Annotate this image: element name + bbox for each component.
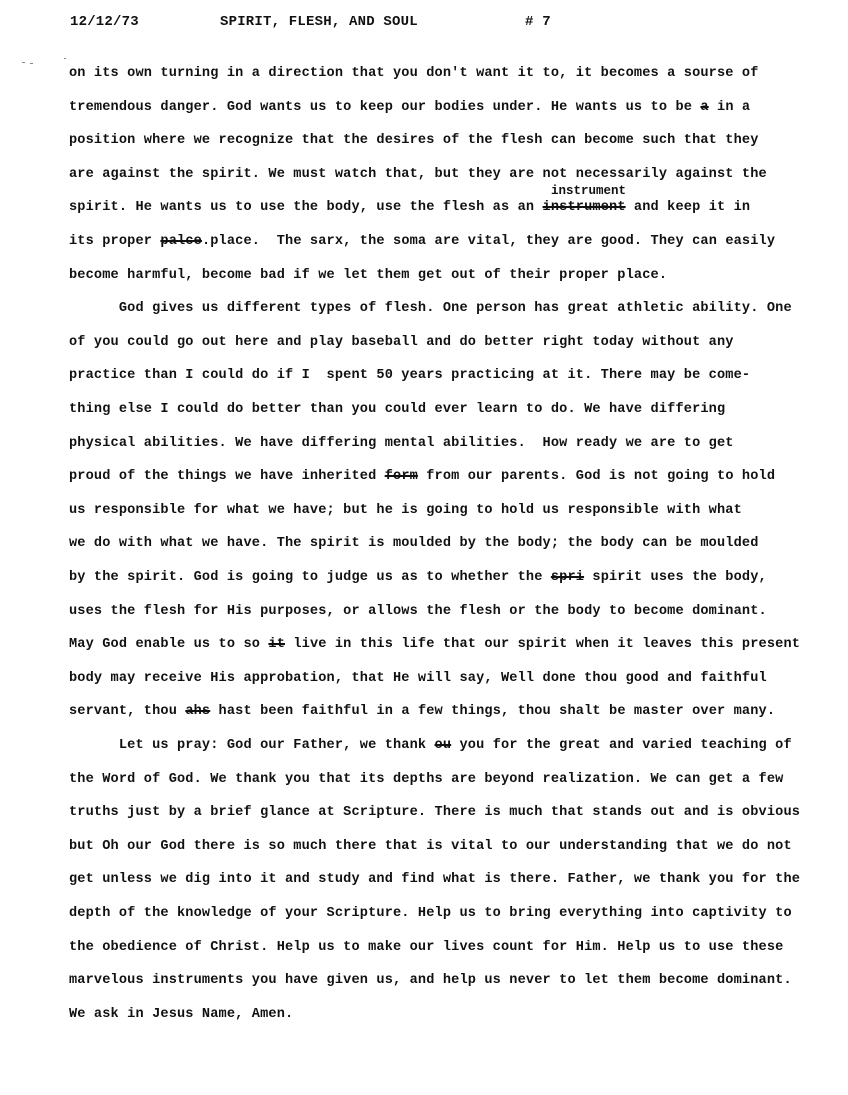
struck-out-text: spri — [550, 570, 585, 585]
line-text: uses the flesh for His purposes, or allows the flesh or the body to become dominant. — [69, 603, 767, 619]
handwritten-insertion: instrument — [551, 184, 627, 198]
line-text: truths just by a brief glance at Scripture. There is much that stands out and is obvious — [69, 805, 801, 821]
struck-out-text: it — [268, 637, 286, 653]
text-line — [69, 66, 759, 81]
text-line — [69, 906, 792, 921]
text-line — [69, 469, 775, 484]
line-text: but Oh our God there is so much there that is vital to our understanding that we do not — [69, 838, 792, 854]
text-line — [69, 536, 759, 551]
line-text: tremendous danger. God wants us to keep our bodies under. He wants us to be — [69, 99, 701, 115]
struck-out-text: a — [700, 99, 709, 115]
text-line — [69, 436, 734, 451]
line-text: you for the great and varied teaching of — [451, 738, 792, 753]
line-text: of you could go out here and play baseball and do better right today without any — [69, 334, 734, 350]
text-line — [69, 268, 667, 283]
line-text: body may receive His approbation, that He will say, Well done thou good and faithful — [69, 670, 767, 686]
line-text: .place. The sarx, the soma are vital, they are good. They can easily — [201, 234, 776, 249]
text-line — [69, 100, 750, 115]
line-text: on its own turning in a direction that you don't want it to, it becomes a sourse of — [69, 66, 759, 81]
margin-speck — [64, 58, 66, 59]
line-text: God gives us different types of flesh. One person has great athletic ability. One — [69, 301, 792, 317]
margin-speck — [22, 62, 25, 63]
text-line — [69, 368, 750, 383]
line-text: the Word of God. We thank you that its depths are beyond realization. We can get a few — [69, 771, 784, 787]
text-line — [69, 133, 759, 148]
text-line — [69, 839, 792, 854]
line-text: Let us pray: God our Father, we thank — [69, 738, 435, 753]
margin-speck — [30, 63, 33, 64]
text-line — [69, 738, 792, 753]
text-line — [69, 671, 767, 686]
struck-out-text: palce — [160, 234, 202, 249]
line-text: the obedience of Christ. Help us to make our lives count for Him. Help us to use these — [69, 939, 784, 955]
line-text: We ask in Jesus Name, Amen. — [69, 1006, 294, 1022]
line-text: spirit. He wants us to use the body, use the flesh as an — [69, 200, 543, 216]
line-text: us responsible for what we have; but he is going to hold us responsible with what — [69, 502, 742, 518]
line-text: in a — [708, 99, 751, 115]
text-line — [69, 402, 725, 417]
text-line — [69, 704, 775, 719]
line-text: servant, thou — [69, 704, 186, 720]
line-text: and keep it in — [625, 200, 751, 216]
header-page-number: # 7 — [525, 14, 551, 30]
line-text: from our parents. God is not going to hold — [417, 469, 776, 485]
text-line — [69, 335, 734, 350]
text-line — [69, 570, 767, 585]
line-text: position where we recognize that the desires of the flesh can become such that they — [69, 133, 759, 149]
text-line — [69, 872, 800, 887]
line-text: depth of the knowledge of your Scripture. Help us to bring everything into captivity to — [69, 906, 792, 921]
line-text: its proper — [69, 234, 161, 249]
page-header — [70, 14, 790, 36]
line-text: physical abilities. We have differing mental abilities. How ready we are to get — [69, 435, 734, 451]
text-line — [69, 604, 767, 619]
line-text: practice than I could do if I spent 50 years practicing at it. There may be come- — [69, 368, 751, 384]
line-text: become harmful, become bad if we let them get out of their proper place. — [69, 267, 668, 283]
line-text: spirit uses the body, — [584, 570, 767, 585]
text-line — [69, 805, 800, 820]
line-text: marvelous instruments you have given us, and help us never to let them become dominant. — [69, 973, 792, 989]
line-text: May God enable us to so — [69, 637, 269, 653]
line-text: we do with what we have. The spirit is moulded by the body; the body can be moulded — [69, 536, 759, 552]
header-title: SPIRIT, FLESH, AND SOUL — [220, 14, 418, 30]
line-text: proud of the things we have inherited — [69, 469, 385, 485]
line-text: get unless we dig into it and study and find what is there. Father, we thank you for the — [69, 872, 801, 888]
line-text: hast been faithful in a few things, thou shalt be master over many. — [210, 704, 776, 720]
text-line — [69, 503, 742, 518]
text-line — [69, 167, 767, 182]
struck-out-text: instrument — [542, 200, 626, 216]
line-text: thing else I could do better than you could ever learn to do. We have differing — [69, 402, 726, 417]
text-line — [69, 973, 792, 988]
header-date: 12/12/73 — [70, 14, 139, 30]
text-line — [69, 234, 775, 249]
struck-out-text: ahs — [185, 704, 211, 720]
text-line — [69, 1007, 293, 1022]
struck-out-text: ou — [434, 738, 452, 753]
text-line — [69, 301, 792, 316]
text-line — [69, 637, 800, 652]
line-text: live in this life that our spirit when it leaves this present — [285, 637, 801, 653]
text-line — [69, 200, 750, 215]
text-line — [69, 940, 783, 955]
text-line — [69, 772, 783, 787]
line-text: by the spirit. God is going to judge us as to whether the — [69, 570, 551, 585]
struck-out-text: form — [384, 469, 418, 485]
line-text: are against the spirit. We must watch that, but they are not necessarily against the — [69, 166, 767, 182]
